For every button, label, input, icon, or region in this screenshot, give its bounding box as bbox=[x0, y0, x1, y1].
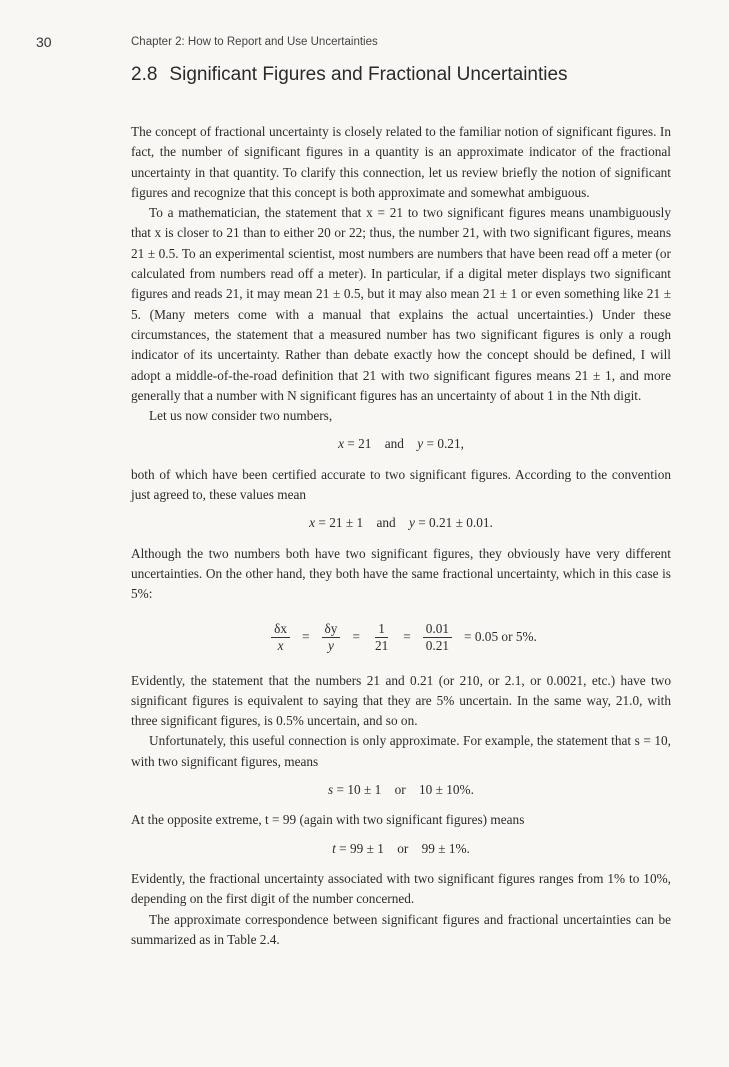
denominator: y bbox=[328, 638, 334, 654]
eq-value: = 0.21 ± 0.01. bbox=[418, 515, 493, 531]
paragraph: Evidently, the fractional uncertainty associated with two significant figures ranges from 1% to 10%, depending on the first digit of the number concerned. bbox=[131, 870, 671, 907]
section-title bbox=[131, 64, 568, 86]
numerator: δy bbox=[322, 621, 341, 638]
eq-conj: or bbox=[397, 840, 409, 856]
paragraph: Let us now consider two numbers, bbox=[149, 408, 333, 424]
eq-result: = 0.05 or 5%. bbox=[464, 629, 537, 645]
fraction bbox=[322, 621, 341, 654]
paragraph: Although the two numbers both have two significant figures, they obviously have very different uncertainties. On the other hand, they both have the same fractional uncertainty, which in this case is 5%: bbox=[131, 545, 671, 602]
equation-4 bbox=[131, 780, 671, 800]
eq-var: x bbox=[309, 515, 316, 531]
paragraph: The concept of fractional uncertainty is closely related to the familiar notion of significant figures. In fact, the number of significant figures in a quantity is an approximate indicator of the fractional uncertainty in that quantity. To clarify this connection, let us review briefly the notion of significant figures and recognize that this concept is both approximate and somewhat ambiguous. bbox=[131, 124, 671, 200]
numerator: 0.01 bbox=[423, 621, 452, 638]
eq-conj: and bbox=[376, 515, 396, 531]
equation-5 bbox=[131, 839, 671, 859]
eq-value: 10 ± 10%. bbox=[419, 782, 474, 798]
denominator: 0.21 bbox=[425, 638, 450, 654]
paragraph: Evidently, the statement that the numbers 21 and 0.21 (or 210, or 2.1, or 0.0021, etc.) have two significant figures is equivalent to saying that they are 5% uncertain. In the same way, 21.0, with three significant figures, is 0.5% uncertain, and so on. bbox=[131, 672, 671, 729]
eq-var: t bbox=[332, 840, 336, 856]
page-header bbox=[36, 34, 689, 52]
eq-value: = 0.21, bbox=[426, 436, 464, 452]
equation-3: $\frac{\delta x}{x}$ = $\frac{\delta y}{y}$ = $\frac{1}{21}$ = $\frac{0.01}{0.21}$ = 0.05 or 5%. bbox=[131, 613, 671, 663]
eq-conj: and bbox=[384, 436, 404, 452]
page-number: 30 bbox=[36, 34, 52, 50]
equation-1 bbox=[131, 434, 671, 454]
eq-var: s bbox=[328, 782, 334, 798]
numerator: 1 bbox=[375, 621, 388, 638]
eq-value: 99 ± 1%. bbox=[421, 840, 470, 856]
paragraph: Unfortunately, this useful connection is only approximate. For example, the statement that s = 10, with two significant figures, means bbox=[131, 733, 671, 769]
numerator: δx bbox=[271, 621, 290, 638]
paragraph: At the opposite extreme, t = 99 (again with two significant figures) means bbox=[131, 812, 525, 828]
paragraph: The approximate correspondence between significant figures and fractional uncertainties can be summarized as in Table 2.4. bbox=[131, 911, 671, 947]
body-text bbox=[131, 122, 671, 950]
section-title-text: Significant Figures and Fractional Uncertainties bbox=[169, 64, 568, 85]
fraction bbox=[372, 621, 391, 654]
equation-2 bbox=[131, 513, 671, 533]
eq-var: y bbox=[417, 436, 424, 452]
section-number: 2.8 bbox=[131, 64, 158, 85]
eq-value: = 21 ± 1 bbox=[318, 515, 364, 531]
fraction bbox=[423, 621, 452, 654]
eq-value: = 10 ± 1 bbox=[336, 782, 382, 798]
paragraph: To a mathematician, the statement that x = 21 to two significant figures means unambiguously that x is closer to 21 than to either 20 or 22; thus, the number 21, with two significant figures, means 21 ± 0.5. To an experimental scientist, most numbers are numbers that have been read off a meter (or calculated from numbers read off a meter). In particular, if a digital meter displays two significant figures and reads 21, it may mean 21 ± 0.5, but it may also mean 21 ± 1 or even something like 21 ± 5. (Many meters come with a manual that explains the actual uncertainties.) Under these circumstances, the statement that a measured number has two significant figures is only a rough indicator of its uncertainty. Rather than debate exactly how the concept should be defined, I will adopt a middle-of-the-road definition that 21 with two significant figures means 21 ± 1, and more generally that a number with N significant figures has an uncertainty of about 1 in the Nth digit. bbox=[131, 205, 671, 403]
denominator: 21 bbox=[374, 638, 389, 654]
denominator: x bbox=[277, 638, 284, 654]
eq-value: = 99 ± 1 bbox=[339, 840, 384, 856]
eq-value: = 21 bbox=[347, 436, 372, 452]
paragraph: both of which have been certified accurate to two significant figures. According to the convention just agreed to, these values mean bbox=[131, 466, 671, 503]
eq-conj: or bbox=[394, 782, 406, 798]
running-head: Chapter 2: How to Report and Use Uncertainties bbox=[131, 36, 378, 48]
eq-var: y bbox=[408, 515, 415, 531]
fraction bbox=[271, 621, 290, 654]
eq-var: x bbox=[338, 436, 344, 452]
